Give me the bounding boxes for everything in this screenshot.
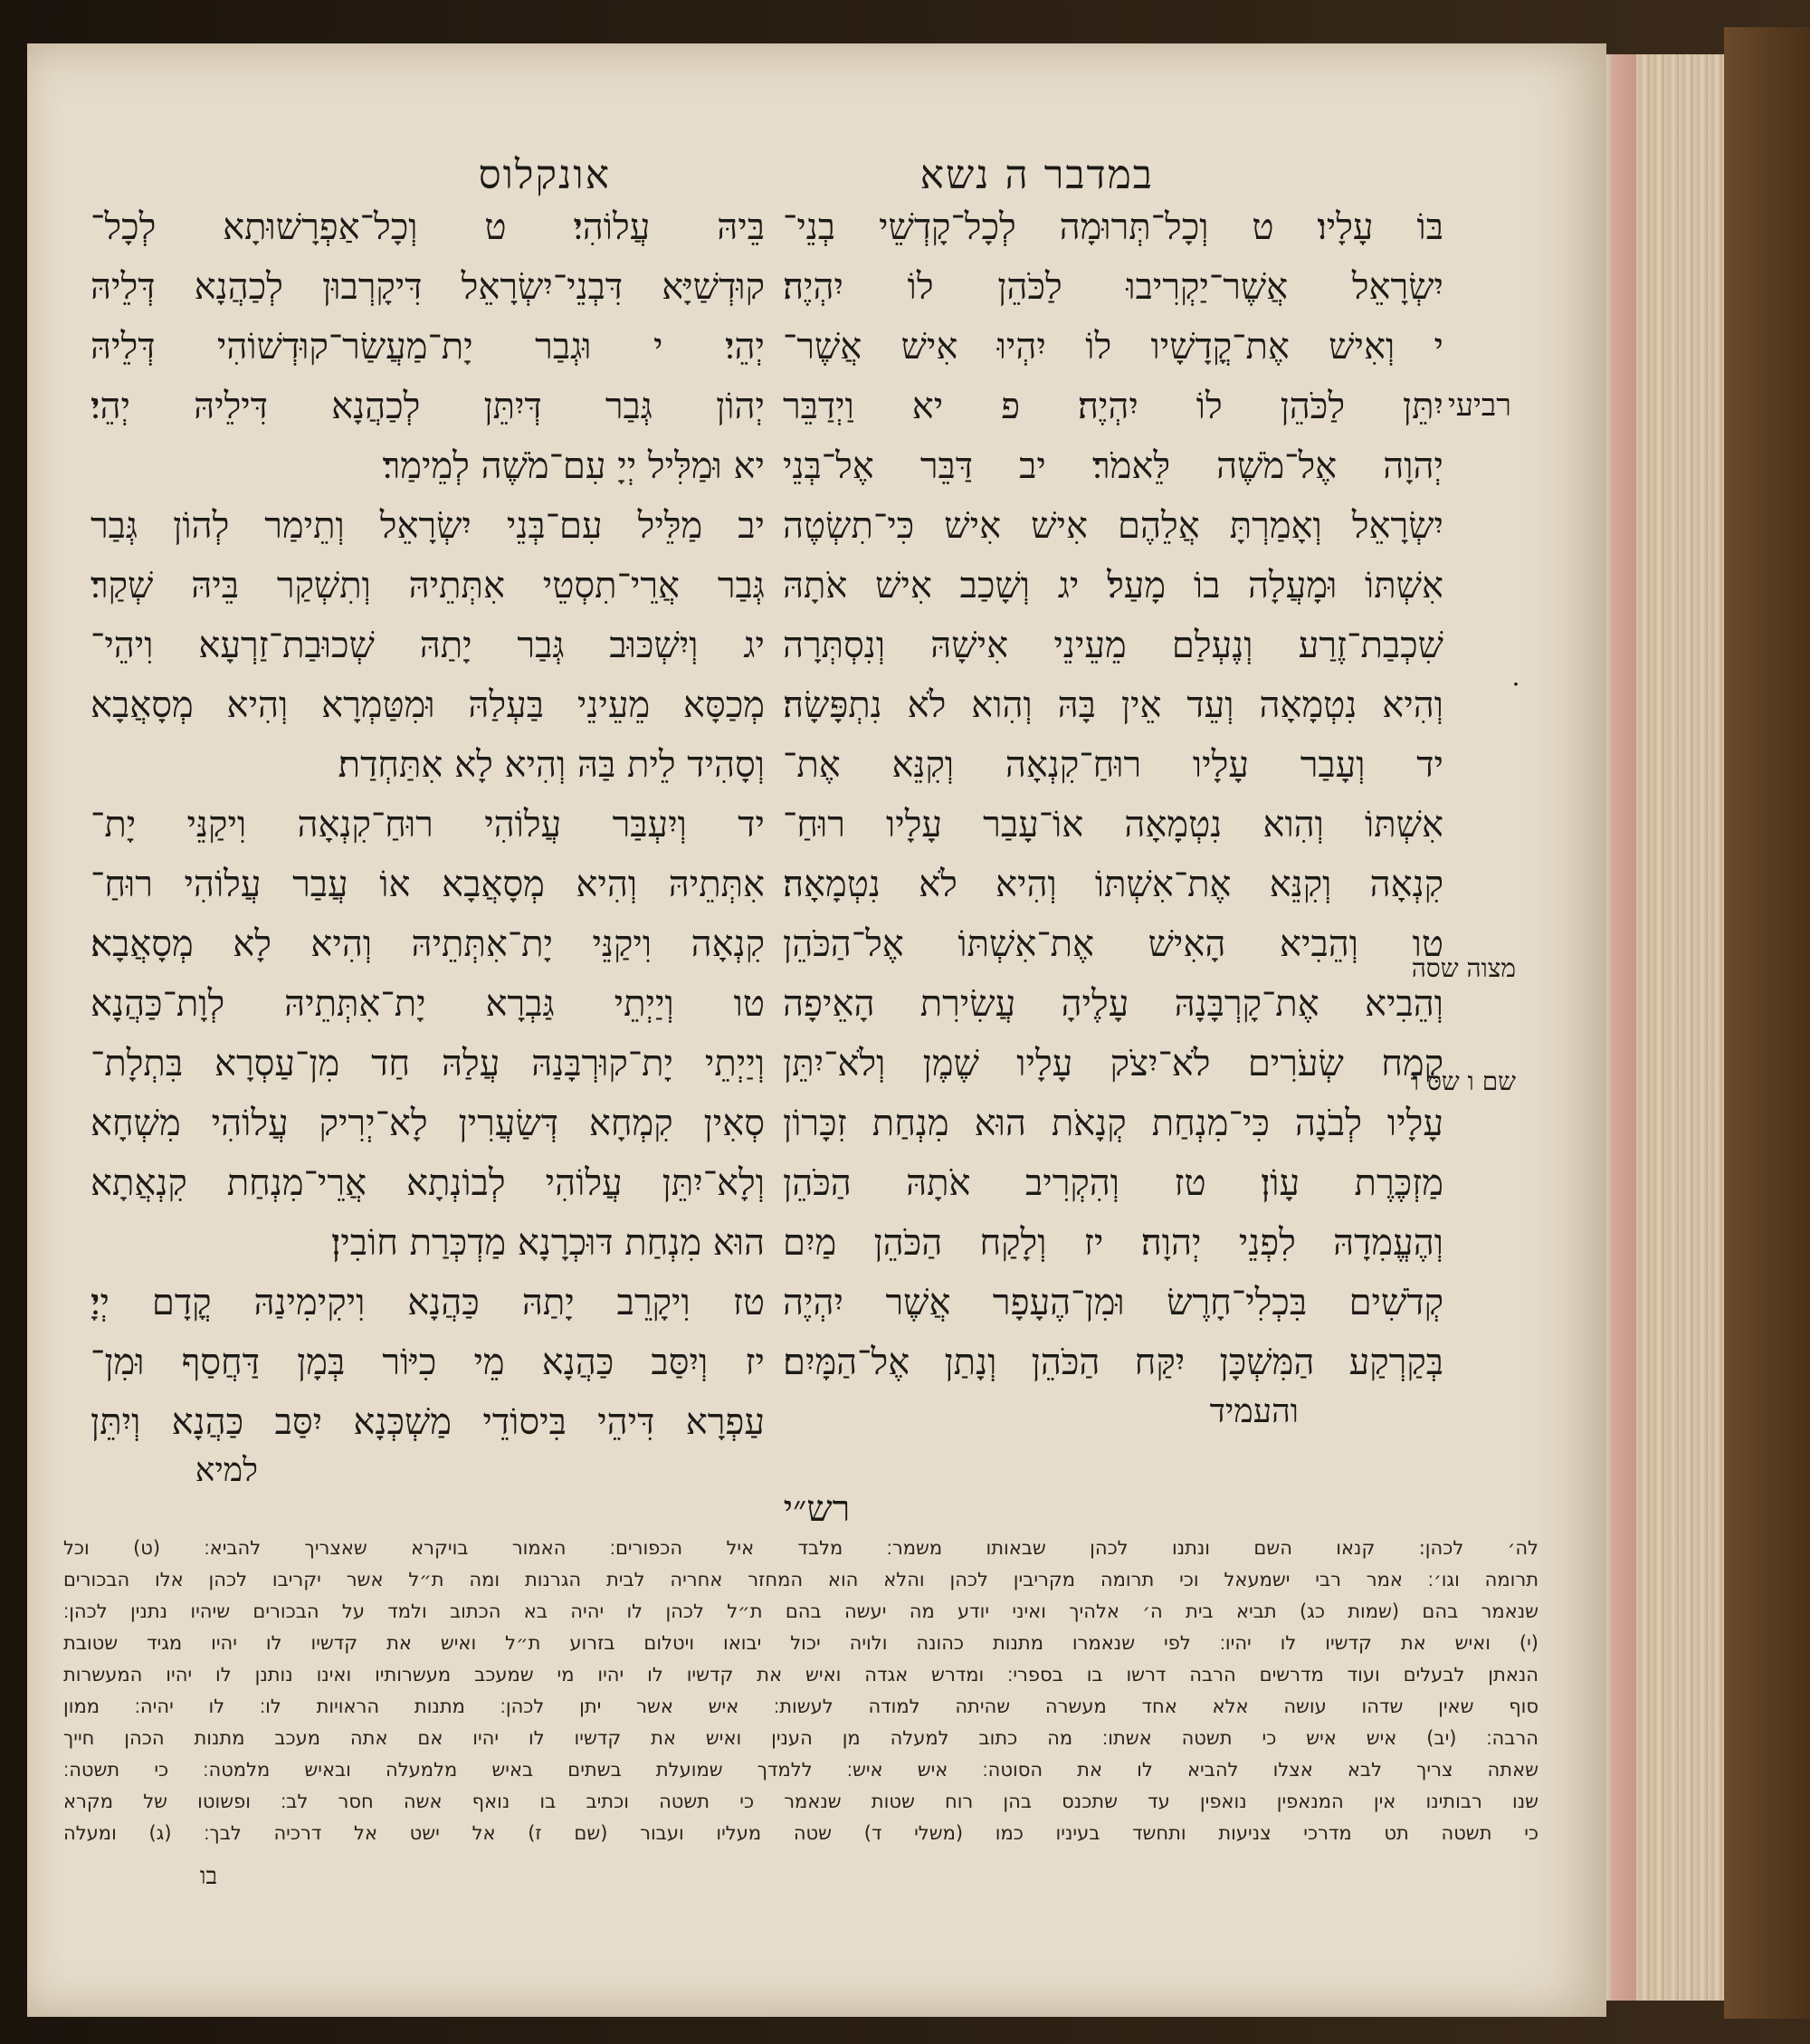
margin-note-sham: שם ו שס ו [1412, 1066, 1516, 1096]
hebrew-line: יִשְׂרָאֵל וְאָמַרְתָּ אֲלֵהֶם אִישׁ אִישׁ כִּי־תִשְׂטֶה [783, 505, 1443, 547]
hebrew-line: טו וְהֵבִיא הָאִישׁ אֶת־אִשְׁתּוֹ אֶל־הַכֹּהֵן [783, 923, 1443, 965]
onkelos-line: טו וְיַיְתֵי גַּבְרָא יָת־אִתְּתֵיהּ לְוָת־כַּהֲנָא [90, 983, 765, 1025]
onkelos-line: גְּבַר אֲרֵי־תִסְטֵי אִתְּתֵיהּ וְתִשְׁקַר בֵּיהּ שְׁקַר׃ [90, 565, 765, 607]
hebrew-catchword: והעמיד [1209, 1393, 1299, 1430]
hebrew-line: שִׁכְבַת־זֶרַע וְנֶעְלַם מֵעֵינֵי אִישָׁהּ וְנִסְתְּרָה [783, 625, 1443, 666]
onkelos-line: עַפְרָא דִּיהֵי בִּיסוֹדֵי מַשְׁכְּנָא יִסַּב כַּהֲנָא וְיִתֵּן [90, 1401, 765, 1443]
page-heading-right: במדבר ה נשא [919, 152, 1154, 198]
rashi-title: רש״י [783, 1488, 851, 1530]
hebrew-line: יד וְעָבַר עָלָיו רוּחַ־קִנְאָה וְקִנֵּא אֶת־ [783, 744, 1443, 786]
onkelos-line: קִנְאָה וִיקַנֵּי יָת־אִתְּתֵיהּ וְהִיא לָא מְסָאֲבָא׃ [90, 923, 765, 965]
hebrew-line: קְדֹשִׁים בִּכְלִי־חָרֶשׂ וּמִן־הֶעָפָר אֲשֶׁר יִהְיֶה [783, 1282, 1443, 1323]
hebrew-line: וְהֵבִיא אֶת־קָרְבָּנָהּ עָלֶיהָ עֲשִׂירִת הָאֵיפָה [783, 983, 1443, 1025]
page-heading-left: אונקלוס [478, 152, 611, 198]
onkelos-line: יד וְיִעְבַּר עֲלוֹהִי רוּחַ־קִנְאָה וִיקַנֵּי יָת־ [90, 804, 765, 845]
hebrew-line: קֶמַח שְׂעֹרִים לֹא־יִצֹק עָלָיו שֶׁמֶן וְלֹא־יִתֵּן [783, 1043, 1443, 1084]
hebrew-line: קִנְאָה וְקִנֵּא אֶת־אִשְׁתּוֹ וְהִיא לֹא נִטְמָאָה׃ [783, 864, 1443, 905]
rashi-line: תרומה וגו׳׃ אמר רבי ישמעאל וכי תרומה מקריבין לכהן והלא הוא המחזר אחריה לבית הגרנות ומה ת״ל אשר יקריבו לכהן אלו הבכורים [63, 1569, 1538, 1590]
onkelos-line: וְלָא־יִתֵּן עֲלוֹהִי לְבוֹנְתָא אֲרֵי־מִנְחַת קִנְאֲתָא [90, 1162, 765, 1204]
onkelos-line: אִתְּתֵיהּ וְהִיא מְסָאֲבָא אוֹ עֲבַר עֲלוֹהִי רוּחַ־ [90, 864, 765, 905]
onkelos-line: בֵּיהּ עֲלוֹהִי׃ ט וְכָל־אַפְרָשׁוּתָא לְכָל־ [90, 206, 765, 248]
hebrew-line: יִשְׂרָאֵל אֲשֶׁר־יַקְרִיבוּ לַכֹּהֵן לוֹ יִהְיֶה׃ [783, 266, 1443, 308]
hebrew-line: אִשְׁתּוֹ וּמָעֲלָה בוֹ מָעַל׃ יג וְשָׁכַב אִישׁ אֹתָהּ [783, 565, 1443, 607]
hebrew-line: מַזְכֶּרֶת עָוֹן׃ טז וְהִקְרִיב אֹתָהּ הַכֹּהֵן [783, 1162, 1443, 1204]
onkelos-line: יג וְיִשְׁכּוּב גְּבַר יָתַהּ שְׁכוּבַת־זַרְעָא וִיהֵי־ [90, 625, 765, 666]
rashi-line: שנו רבותינו אין המנאפין נואפין עד שתכנס בהן רוח שטות שנאמר כי תשטה וכתיב בו נואף אשה חסר לב׃ ופשוטו של מקרא [63, 1791, 1538, 1812]
onkelos-line: יז וְיִסַּב כַּהֲנָא מֵי כִיּוֹר בְּמָן דַּחֲסַף וּמִן־ [90, 1342, 765, 1383]
onkelos-line: וְיַיְתֵי יָת־קוּרְבָּנַהּ עֲלַהּ חַד מִן־עַסְרָא בִּתְלָת־ [90, 1043, 765, 1084]
hebrew-line: וְהִיא נִטְמָאָה וְעֵד אֵין בָּהּ וְהִוא לֹא נִתְפָּשָׂה׃ [783, 684, 1443, 726]
book-page [27, 43, 1606, 2017]
hebrew-line: אִשְׁתּוֹ וְהִוא נִטְמָאָה אוֹ־עָבַר עָלָיו רוּחַ־ [783, 804, 1443, 845]
hebrew-line: יִתֵּן לַכֹּהֵן לוֹ יִהְיֶה׃ פ יא וַיְדַבֵּר [783, 386, 1443, 427]
page-edge-red [1611, 54, 1636, 2001]
rashi-line: שנאמר בהם (שמות כג) תביא בית ה׳ אלהיך ואיני יודע מה יעשה בהם ת״ל לכהן לו יהיה בא הכתוב ולמד על הבכורים שיהיו נתנין לכהן׃ [63, 1600, 1538, 1622]
margin-note-revii: רביעי [1447, 387, 1511, 424]
onkelos-catchword: למיא [195, 1452, 258, 1489]
onkelos-line: מְכַסָּא מֵעֵינֵי בַּעְלַהּ וּמִטַּמְרָא וְהִיא מְסָאֲבָא [90, 684, 765, 726]
hebrew-line: י וְאִישׁ אֶת־קֳדָשָׁיו לוֹ יִהְיוּ אִישׁ אֲשֶׁר־ [783, 326, 1443, 368]
rashi-line: הנאתן לבעלים ועוד מדרשים הרבה דרשו בו בספרי׃ ומדרש אגדה ואיש את קדשיו לו יהיו מי שמעכב מעשרותיו ואינו נותנן לו יהיו המעשרות [63, 1664, 1538, 1686]
rashi-line: לה׳ לכהן: קנאו השם ונתנו לכהן שבאותו משמר׃ מלבד איל הכפורים׃ האמור בויקרא שאצריך להביא׃ (ט) וכל [63, 1537, 1538, 1559]
hebrew-line: עָלָיו לְבֹנָה כִּי־מִנְחַת קְנָאֹת הוּא מִנְחַת זִכָּרוֹן [783, 1103, 1443, 1144]
onkelos-line: יב מַלֵּיל עִם־בְּנֵי יִשְׂרָאֵל וְתֵימַר לְהוֹן גְּבַר [90, 505, 765, 547]
onkelos-line: סְאִין קִמְחָא דְּשַׂעֲרִין לָא־יְרִיק עֲלוֹהִי מִשְׁחָא [90, 1103, 765, 1144]
book-cover [1724, 27, 1810, 2019]
onkelos-line: קוּדְשַׁיָּא דִּבְנֵי־יִשְׂרָאֵל דִּיקָרְבוּן לְכַהֲנָא דְּלֵיהּ [90, 266, 765, 308]
onkelos-line: יְהֵי׃ י וּגְבַר יָת־מַעֲשַׂר־קוּדְשׁוֹהִי דְּלֵיהּ [90, 326, 765, 368]
rashi-commentary [63, 1533, 1538, 1849]
rashi-catchword: בו [199, 1863, 217, 1890]
onkelos-line: הוּא מִנְחַת דּוּכְרָנָא מַדְכְּרַת חוֹבִין׃ [331, 1222, 765, 1264]
rashi-line: (י) ואיש את קדשיו לו יהיו׃ לפי שנאמרו מתנות כהונה ולויה יכול יבואו ויטלום בזרוע ת״ל ואיש את קדשיו לו יהיו מגיד שטובת [63, 1632, 1538, 1654]
hebrew-line: בְּקַרְקַע הַמִּשְׁכָּן יִקַּח הַכֹּהֵן וְנָתַן אֶל־הַמָּיִם׃ [783, 1342, 1443, 1383]
hebrew-line: יְהוָה אֶל־מֹשֶׁה לֵּאמֹר׃ יב דַּבֵּר אֶל־בְּנֵי [783, 445, 1443, 487]
onkelos-line: טז וִיקָרֵב יָתַהּ כַּהֲנָא וִיקִימִינַהּ קֳדָם יְיָ׃ [90, 1282, 765, 1323]
rashi-line: כי תשטה תט מדרכי צניעות ותחשד בעיניו כמו (משלי ד) שטה מעליו ועבור (שם ז) אל ישט אל דרכיה לבך׃ (ג) ומעלה [63, 1822, 1538, 1844]
rashi-line: סוף שאין שדהו עושה אלא אחד מעשרה שהיתה למודה לעשות׃ איש אשר יתן לכהן׃ מתנות הראויות לו׃ לו יהיה׃ ממון [63, 1695, 1538, 1717]
rashi-line: שאתה צריך לבא אצלו להביא לו את הסוטה׃ איש איש׃ ללמדך שמועלת בשתים באיש מלמעלה ובאיש מלמטה׃ כי תשטה׃ [63, 1759, 1538, 1781]
hebrew-line: וְהֶעֱמִדָהּ לִפְנֵי יְהוָה׃ יז וְלָקַח הַכֹּהֵן מַיִם [783, 1222, 1443, 1264]
hebrew-text-column [783, 197, 1443, 1392]
onkelos-line: יא וּמַלִּיל יְיָ עִם־מֹשֶׁה לְמֵימַר׃ [382, 445, 765, 487]
hebrew-line: בּוֹ עָלָיו׃ ט וְכָל־תְּרוּמָה לְכָל־קָדְשֵׁי בְנֵי־ [783, 206, 1443, 248]
onkelos-text-column [90, 197, 765, 1452]
margin-note-mitzvah: מצוה שסה [1411, 953, 1516, 983]
onkelos-line: וְסָהִיד לֵית בַּהּ וְהִיא לָא אִתַּחְדַת׃ [338, 744, 765, 786]
rashi-line: הרבה׃ (יב) איש איש כי תשטה אשתו׃ מה כתוב למעלה מן הענין ואיש את קדשיו לו יהיו אם אתה מעכב מתנות הכהן חייך [63, 1727, 1538, 1749]
onkelos-line: יְהוֹן גְּבַר דְּיִתֵּן לְכַהֲנָא דִּילֵיהּ יְהֵי׃ [90, 386, 765, 427]
